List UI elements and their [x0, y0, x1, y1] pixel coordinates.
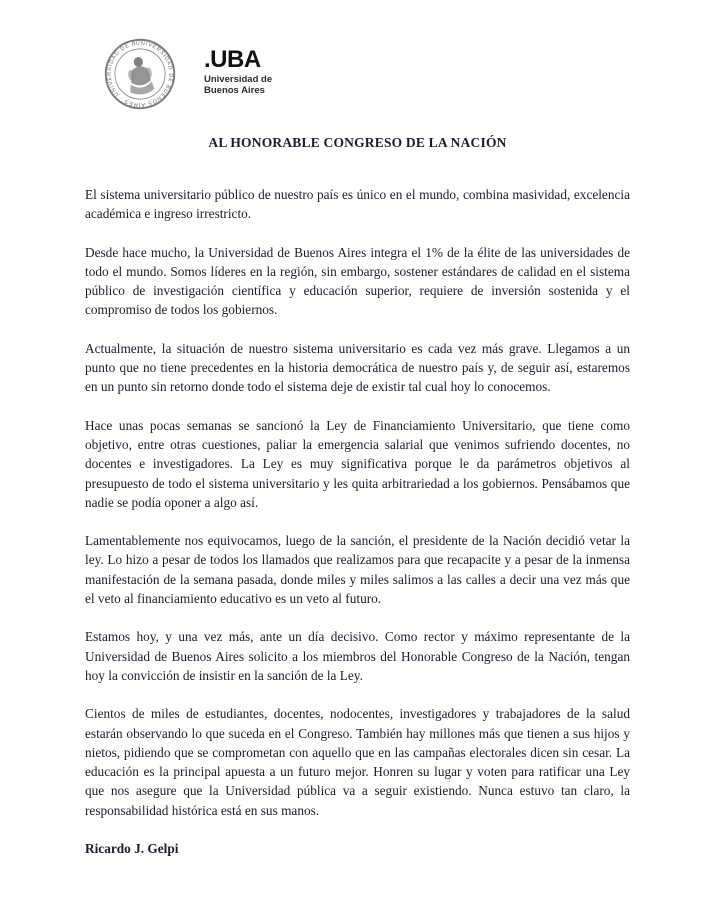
org-name-line1: Universidad de	[204, 74, 273, 85]
letter-paragraph-1: El sistema universitario público de nuestro país es único en el mundo, combina masividad, excelencia académica e ingreso irrestricto.	[85, 187, 630, 222]
letter-title: AL HONORABLE CONGRESO DE LA NACIÓN	[208, 135, 507, 150]
seal-ring-text: UNIVERSIDAD DE BUENOS AIRES · UNIVERSIDAD DE BUENOS AIRES ·	[94, 37, 174, 108]
letter-paragraph-6: Estamos hoy, y una vez más, ante un día decisivo. Como rector y máximo representante de la Universidad de Buenos Aires solicito a los miembros del Honorable Congreso de la Nación, tengan hoy la convicción de insistir en la sanción de la Ley.	[85, 629, 630, 683]
letter-paragraph-7: Cientos de miles de estudiantes, docentes, nodocentes, investigadores y trabajadores de la salud estarán observando lo que suceda en el Congreso. También hay millones más que tienen a sus hijos y nietos, pidiendo que se comprometan con aquello que en las campañas electorales dicen sin cesar. La educación es la principal apuesta a un futuro mejor. Honren su lugar y voten para ratificar una Ley que nos asegure que la Universidad pública va a seguir existiendo. Nunca estuvo tan claro, la responsabilidad histórica está en sus manos.	[85, 706, 630, 818]
letter-paragraph-5: Lamentablemente nos equivocamos, luego de la sanción, el presidente de la Nación decidió vetar la ley. Lo hizo a pesar de todos los llamados que realizamos para que recapacite y a pesar de la inmensa manifestación de la semana pasada, donde miles y miles salimos a las calles a decir una vez más que el veto al financiamiento educativo es un veto al futuro.	[85, 533, 630, 607]
letter-paragraph-2: Desde hace mucho, la Universidad de Buenos Aires integra el 1% de la élite de las universidades de todo el mundo. Somos líderes en la región, sin embargo, sostener estándares de calidad en el sistema público de investigación científica y educación superior, requiere de inversión sostenida y el compromiso de todos los gobiernos.	[85, 244, 630, 318]
uba-wordmark-block	[204, 48, 272, 96]
letter-paragraph-4: Hace unas pocas semanas se sancionó la Ley de Financiamiento Universitario, que tiene como objetivo, entre otras cuestiones, paliar la emergencia salarial que venimos sufriendo docentes, no docentes e investigadores. La Ley es muy significativa porque le da parámetros objetivos al presupuesto de todo el sistema universitario y les quita arbitrariedad a los gobiernos. Pensábamos que nadie se podía oponer a algo así.	[85, 417, 630, 510]
org-name	[204, 74, 272, 96]
seal-figure	[126, 55, 155, 96]
uba-wordmark: .UBA	[204, 46, 261, 73]
letter-body	[85, 133, 630, 858]
signature: Ricardo J. Gelpi	[85, 841, 179, 857]
letter-paragraph-3: Actualmente, la situación de nuestro sistema universitario es cada vez más grave. Llegamos a un punto que no tiene precedentes en la historia democrática de nuestro país y, de seguir así, estaremos en un punto sin retorno donde todo el sistema deje de existir tal cual hoy lo conocemos.	[85, 340, 630, 395]
letterhead	[94, 36, 273, 112]
uba-seal-icon	[93, 31, 187, 118]
org-name-line2: Buenos Aires	[204, 85, 265, 96]
